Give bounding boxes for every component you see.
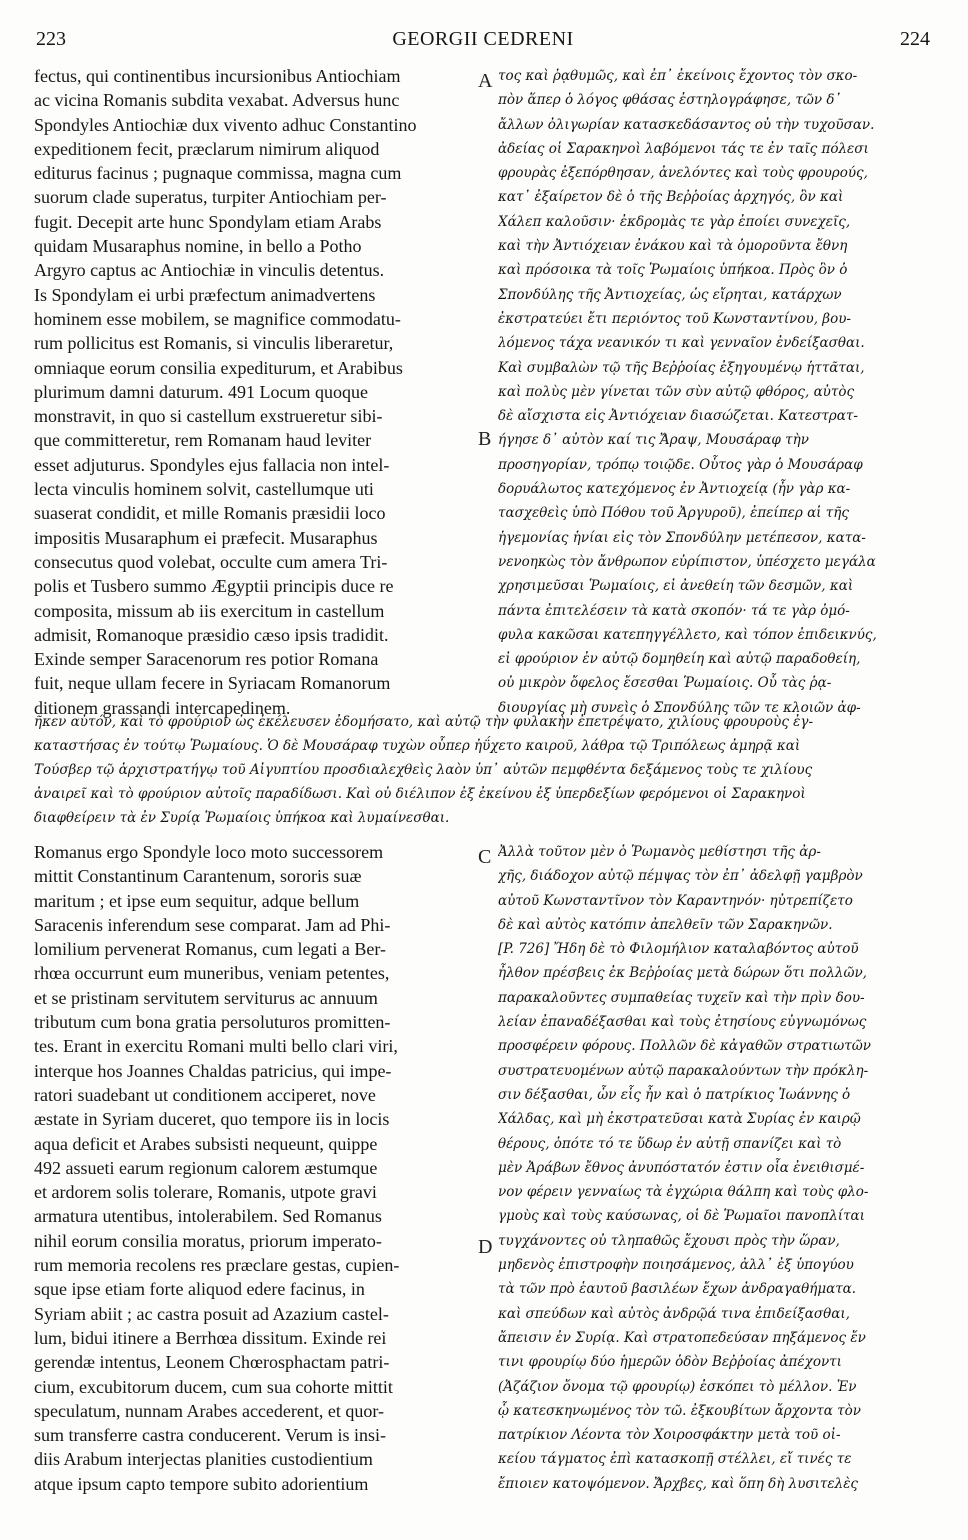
latin-text-line: hominem esse mobilem, se magnifice commodatu- <box>34 308 401 329</box>
greek-text-line: φρουρὰς ἐξεπόρθησαν, ἀνελόντες καὶ τοὺς φρουρούς, <box>498 165 868 182</box>
latin-text-line: quidam Musaraphus nomine, in bello a Potho <box>34 236 362 257</box>
latin-text-line: lomilium pervenerat Romanus, cum legati a Ber- <box>34 939 387 960</box>
greek-text-line: χῆς, διάδοχον αὐτῷ πέμψας τὸν ἐπ᾽ ἀδελφῇ γαμβρὸν <box>498 868 863 885</box>
latin-text-line: polis et Tusbero summo Ægyptii principis duce re <box>34 576 394 597</box>
latin-text-line: Argyro captus ac Antiochiæ in vinculis detentus. <box>34 260 385 281</box>
greek-text-line: τασχεθεὶς ὑπὸ Πόθου τοῦ Ἀργυροῦ), ἐπείπερ αἱ τῆς <box>498 505 849 522</box>
latin-text-line: plurimum damni daturum. 491 Locum quoque <box>34 381 368 402</box>
greek-text-line: τυγχάνοντες οὐ τληπαθῶς ἔχουσι πρὸς τὴν ὥραν, <box>498 1232 840 1249</box>
latin-text-line: gerendæ intentus, Leonem Chœrosphactam patri- <box>34 1352 390 1373</box>
latin-text-line: sum transferre castra conducerent. Verum is insi- <box>34 1425 387 1446</box>
latin-text-line: ac vicina Romanis subdita vexabat. Adversus hunc <box>34 90 400 111</box>
latin-column-section-1 <box>34 64 474 720</box>
greek-text-line: δορυάλωτος κατεχόμενος ἐν Ἀντιοχείᾳ (ἦν γὰρ κα- <box>498 481 851 498</box>
greek-text-line: ἦλθον πρέσβεις ἐκ Βεῤῥοίας μετὰ δώρων ὅτι πολλῶν, <box>498 965 867 982</box>
latin-text-line: Saracenis inferendum sese comparat. Jam ad Phi- <box>34 914 391 935</box>
greek-text-line: μὲν Ἀράβων ἔθνος ἀνυπόστατόν ἐστιν οἷα ἐνειθισμέ- <box>498 1159 865 1176</box>
latin-text-line: admisit, Romanoque præsidio cæso ipsis tradidit. <box>34 624 389 645</box>
greek-text-line: τὰ τῶν πρὸ ἑαυτοῦ βασιλέων ἔχων ἀνδραγαθήματα. <box>498 1281 857 1298</box>
greek-text-line: γμοὺς καὶ τοὺς καύσωνας, οἱ δὲ Ῥωμαῖοι πανοπλίται <box>498 1208 865 1225</box>
latin-text-line: ratori suadebant ut conditionem acciperet, nove <box>34 1084 376 1105</box>
greek-text-line: καὶ τὴν Ἀντιόχειαν ἐνάκου καὶ τὰ ὁμοροῦντα ἔθνη <box>498 238 848 255</box>
greek-text-line: καὶ πρόσοικα τὰ τοῖς Ῥωμαίοις ὑπήκοα. Πρὸς ὃν ὁ <box>498 262 848 279</box>
latin-text-line: omniaque eorum consilia expediturum, et Arabibus <box>34 357 403 378</box>
latin-text-line: ditionem grassandi intercapedinem. <box>34 697 291 718</box>
greek-text-line: προσφέρειν φόρους. Πολλῶν δὲ κἀγαθῶν στρατιωτῶν <box>498 1038 871 1055</box>
greek-text-line: διουργίας μὴ συνεὶς ὁ Σπονδύλης τῶν τε κλοιῶν ἀφ- <box>498 699 861 716</box>
latin-text-line: expeditionem fecit, præclarum nimirum aliquod <box>34 138 380 159</box>
margin-letter-a: A <box>478 70 493 92</box>
greek-text-line: οὐ μικρὸν ὄφελος ἔσεσθαι Ῥωμαίοις. Οὗ τὰς ῥᾳ- <box>498 675 832 692</box>
running-title: GEORGII CEDRENI <box>392 28 574 50</box>
latin-text-line: lecta vinculis hominem solvit, castellumque uti <box>34 479 374 500</box>
greek-text-line: πὸν ἅπερ ὁ λόγος φθάσας ἐστηλογράφησε, τῶν δ᾽ <box>498 92 842 109</box>
greek-text-line: αὐτοῦ Κωνσταντῖνον τὸν Καραντηνόν· ηὐτρεπίζετο <box>498 892 853 909</box>
latin-text-line: consecutus quod volebat, occulte cum amera Tri- <box>34 551 388 572</box>
greek-text-line: ᾧ κατεσκηνωμένος τὸν τῶ. ἐξκουβίτων ἄρχοντα τὸν <box>498 1402 861 1419</box>
latin-text-line: interque hos Joannes Chaldas patricius, qui impe- <box>34 1060 392 1081</box>
greek-text-line: Χάλδας, καὶ μὴ ἐκστρατεῦσαι κατὰ Συρίας ἐν καιρῷ <box>498 1111 861 1128</box>
greek-text-line: Τούσβερ τῷ ἀρχιστρατήγῳ τοῦ Αἰγυπτίου προσδιαλεχθεὶς λαὸν ὑπ᾽ αὐτῶν πεμφθέντα δεξάμενος τοὺς τε χιλίους <box>34 762 813 778</box>
greek-column-section-1 <box>498 64 936 720</box>
greek-text-line: Ἀλλὰ τοῦτον μὲν ὁ Ῥωμανὸς μεθίστησι τῆς ἀρ- <box>498 844 821 860</box>
greek-text-line: δὲ αἴσχιστα εἰς Ἀντιόχειαν διασώζεται. Κατεστρατ- <box>498 408 858 425</box>
left-page-number: 223 <box>36 28 66 50</box>
latin-text-line: lum, bidui itinere a Berrhœa dissitum. Exinde rei <box>34 1327 387 1348</box>
latin-text-line: Syriam abiit ; ac castra posuit ad Azazium castel- <box>34 1303 389 1324</box>
greek-text-line: λόμενος τάχα νεανικόν τι καὶ γενναῖον ἐνδείξασθαι. <box>498 335 865 352</box>
greek-text-line: (Ἀζάζιον ὄνομα τῷ φρουρίῳ) ἐσκόπει τὸ μέλλον. Ἐν <box>498 1378 857 1395</box>
greek-text-line: Χάλεπ καλοῦσιν· ἐκδρομὰς τε γὰρ ἐποίει συνεχεῖς, <box>498 213 851 230</box>
greek-full-width-block <box>34 710 936 830</box>
greek-text-line: Σπονδύλης τῆς Ἀντιοχείας, ὡς εἴρηται, κατάρχων <box>498 286 842 303</box>
greek-text-line: καὶ πολὺς μὲν γίνεται τῶν σὺν αὐτῷ φθόρος, αὐτὸς <box>498 383 855 400</box>
latin-text-line: 492 assueti earum regionum calorem æstumque <box>34 1157 378 1178</box>
latin-text-line: esset adjuturus. Spondyles ejus fallacia non intel- <box>34 454 390 475</box>
latin-text-line: rum pollicitus est Romanis, si vinculis liberaretur, <box>34 333 394 354</box>
latin-text-line: impositis Musaraphum ei præfecit. Musaraphus <box>34 527 378 548</box>
greek-text-line: ἔπιοιεν κατοψόμενον. Ἄρχβες, καὶ ὅπη δὴ λυσιτελὲς <box>498 1475 858 1492</box>
greek-text-line: ἄπεισιν ἐν Συρίᾳ. Καὶ στρατοπεδεύσαν πηξάμενος ἔν <box>498 1329 866 1346</box>
greek-text-line: ἐκστρατεύει ἔτι περιόντος τοῦ Κωνσταντίνου, βου- <box>498 310 851 327</box>
margin-letter-b: B <box>478 428 492 450</box>
greek-text-line: ἀδείας οἱ Σαρακηνοὶ λαβόμενοι τάς τε ἐν ταῖς πόλεσι <box>498 140 869 157</box>
greek-text-line: σιν δέξασθαι, ὧν εἷς ἦν καὶ ὁ πατρίκιος Ἰωάννης ὁ <box>498 1086 851 1103</box>
greek-text-line: προσηγορίαν, τρόπῳ τοιῷδε. Οὗτος γὰρ ὁ Μουσάραφ <box>498 456 863 473</box>
latin-text-line: fuit, neque ullam fecere in Syriacam Romanorum <box>34 673 391 694</box>
right-page-number: 224 <box>900 28 930 50</box>
greek-text-line: παρακαλοῦντες συμπαθείας τυχεῖν καὶ τὴν πρὶν δου- <box>498 989 865 1006</box>
latin-text-line: aqua deficit et Arabes subsisti nequeunt, quippe <box>34 1133 378 1154</box>
latin-text-line: sque ipse etiam forte aliquod edere facinus, in <box>34 1279 365 1300</box>
greek-text-line: δὲ καὶ αὐτὸς κατόπιν ἀπελθεῖν τῶν Σαρακηνῶν. <box>498 916 833 933</box>
greek-text-line: τος καὶ ῥᾳθυμῶς, καὶ ἐπ᾽ ἐκείνοις ἔχοντος τὸν σκο- <box>498 68 858 84</box>
greek-text-line: χρησιμεῦσαι Ῥωμαίοις, εἰ ἀνεθείη τῶν δεσμῶν, καὶ <box>498 578 854 595</box>
greek-text-line: ἀναιρεῖ καὶ τὸ φρούριον αὐτοῖς παραδίδωσι. Καὶ οὐ διέλιπον ἐξ ἐκείνου ἐξ ὑπερδεξίων φερόμενοι οἱ Σαρακηνοὶ <box>34 786 806 802</box>
greek-text-line: φυλα κακῶσαι κατεπηγγέλλετο, καὶ τόπον ἐπιδεικνύς, <box>498 626 877 643</box>
latin-text-line: rum memoria recolens res præclare gestas, cupien- <box>34 1255 400 1276</box>
latin-text-line: monstravit, in quo si castellum exstrueretur sibi- <box>34 406 383 427</box>
greek-text-line: πάντα ἐπιτελέσειν τὰ κατὰ σκοπόν· τά τε γὰρ ὁμό- <box>498 602 850 619</box>
greek-text-line: ἡγεμονίας ἡνίαι εἰς τὸν Σπονδύλην μετέπεσον, κατα- <box>498 529 866 546</box>
latin-text-line: Romanus ergo Spondyle loco moto successorem <box>34 842 384 862</box>
latin-text-line: cium, excubitorum ducem, cum sua cohorte mittit <box>34 1376 393 1397</box>
latin-column-section-2 <box>34 840 474 1496</box>
greek-text-line: λείαν ἐπαναδέξασθαι καὶ τοὺς ἐτησίους εὐγνωμόνως <box>498 1014 867 1031</box>
latin-text-line: atque ipsum capto tempore subito adorientium <box>34 1473 369 1494</box>
greek-text-line: καταστήσας ἐν τούτῳ Ῥωμαίους. Ὁ δὲ Μουσάραφ τυχὼν οὗπερ ἠΰχετο καιροῦ, λάθρα τῷ Τριπόλεως ἀμηρᾷ καὶ <box>34 738 801 754</box>
greek-text-line: πατρίκιον Λέοντα τὸν Χοιροσφάκτην μετὰ τοῦ οἰ- <box>498 1427 841 1444</box>
greek-text-line: κατ᾽ ἐξαίρετον δὲ ὁ τῆς Βεῤῥοίας ἀρχηγός, ὃν καὶ <box>498 189 844 206</box>
greek-text-line: [P. 726] Ἤδη δὲ τὸ Φιλομήλιον καταλαβόντος αὐτοῦ <box>498 941 859 958</box>
latin-text-line: speculatum, nunnam Arabes accederent, et quor- <box>34 1400 384 1421</box>
latin-text-line: et ardorem solis tolerare, Romanis, utpote gravi <box>34 1182 377 1203</box>
running-header <box>36 28 930 58</box>
greek-text-line: ῆκεν αὐτόν, καὶ τὸ φρούριον ὡς ἐκέλευσεν ἐδομήσατο, καὶ αὐτῷ τὴν φυλακὴν ἐπετρέψατο, χιλίους φρουροὺς ἐγ- <box>34 714 814 730</box>
latin-text-line: que committeretur, rem Romanam haud leviter <box>34 430 372 451</box>
latin-text-line: tributum cum bona gratia persoluturos promitten- <box>34 1012 391 1033</box>
greek-text-line: ἄλλων ὀλιγωρίαν κατασκεδάσαντος οὐ τὴν τυχοῦσαν. <box>498 116 875 133</box>
latin-text-line: Exinde semper Saracenorum res potior Romana <box>34 649 379 670</box>
greek-text-line: νον φέρειν γενναίως τὰ ἐγχώρια θάλπη καὶ τοὺς φλο- <box>498 1184 869 1201</box>
greek-text-line: κείου τάγματος ἐπὶ κατασκοπῇ στέλλει, εἴ τινές τε <box>498 1451 852 1468</box>
greek-text-line: καὶ σπεύδων καὶ αὐτὸς ἀνδρῷά τινα ἐπιδείξασθαι, <box>498 1305 850 1322</box>
margin-letter-c: C <box>478 846 492 868</box>
latin-text-line: composita, missum ab iis exercitum in castellum <box>34 600 385 621</box>
greek-text-line: εἰ φρούριον ἐν αὐτῷ δομηθείη καὶ αὐτῷ παραδοθείη, <box>498 651 861 668</box>
greek-text-line: θέρους, ὁπότε τό τε ὕδωρ ἐν αὐτῇ σπανίζει καὶ τὸ <box>498 1135 842 1152</box>
latin-text-line: fectus, qui continentibus incursionibus Antiochiam <box>34 66 401 86</box>
greek-column-section-2 <box>498 840 936 1496</box>
greek-text-line: τινι φρουρίῳ δύο ἡμερῶν ὁδὸν Βεῤῥοίας ἀπέχοντι <box>498 1354 842 1371</box>
latin-text-line: tes. Erant in exercitu Romani multi bello clari viri, <box>34 1036 398 1057</box>
greek-text-line: Καὶ συμβαλὼν τῷ τῆς Βεῤῥοίας ἐξηγουμένῳ ἡττᾶται, <box>498 359 865 376</box>
latin-text-line: maritum ; et ipse eum sequitur, adque bellum <box>34 890 360 911</box>
latin-text-line: armatura utentibus, intolerabilem. Sed Romanus <box>34 1206 382 1227</box>
latin-text-line: Spondyles Antiochiæ dux vivento adhuc Constantino <box>34 114 417 135</box>
greek-text-line: διαφθείρειν τὰ ἐν Συρίᾳ Ῥωμαίοις ὑπήκοα καὶ λυμαίνεσθαι. <box>34 810 450 826</box>
greek-text-line: ήγησε δ᾽ αὐτὸν καί τις Ἄραψ, Μουσάραφ τὴν <box>498 432 809 449</box>
latin-text-line: rhœa occurrunt eum muneribus, veniam petentes, <box>34 963 390 984</box>
margin-letter-d: D <box>478 1236 493 1258</box>
latin-text-line: et se pristinam servitutem serviturus ac annuum <box>34 987 378 1008</box>
greek-text-line: νενοηκὼς τὸν ἄνθρωπον εὐρίπιστον, ὑπέσχετο μεγάλα <box>498 553 876 570</box>
latin-text-line: Is Spondylam ei urbi præfectum animadvertens <box>34 284 376 305</box>
latin-text-line: diis Arabum interjectas planities custodientium <box>34 1449 373 1470</box>
greek-text-line: μηδενὸς ἐπιστροφὴν ποιησάμενος, ἀλλ᾽ ἐξ ὑπογύου <box>498 1257 854 1274</box>
latin-text-line: fugit. Decepit arte hunc Spondylam etiam Arabs <box>34 211 382 232</box>
greek-text-line: συστρατευομένων αὐτῷ παρακαλούντων τὴν πρόκλη- <box>498 1062 869 1079</box>
latin-text-line: æstate in Syriam duceret, quo tempore iis in locis <box>34 1109 390 1130</box>
latin-text-line: suaserat condidit, et mille Romanis præsidii loco <box>34 503 386 524</box>
latin-text-line: nihil eorum consilia moratus, priorum imperato- <box>34 1230 382 1251</box>
latin-text-line: editurus facinus ; pugnaque commissa, magna cum <box>34 163 402 184</box>
latin-text-line: mittit Constantinum Carantenum, sororis suæ <box>34 866 362 887</box>
latin-text-line: suorum clade superatus, turpiter Antiochiam per- <box>34 187 387 208</box>
